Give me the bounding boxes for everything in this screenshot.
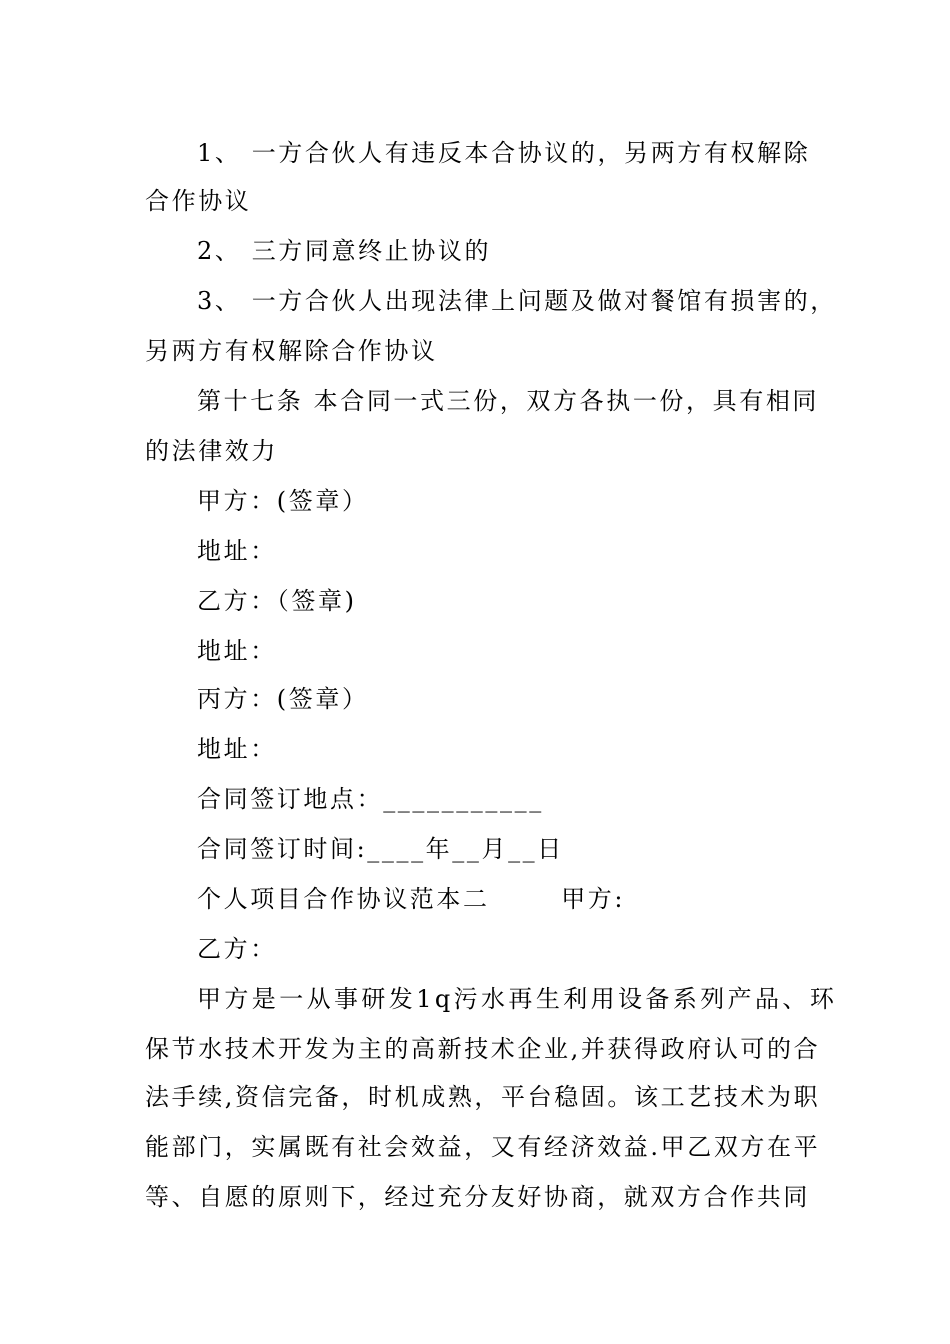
text-line-2: 合作协议	[145, 187, 252, 215]
text-line-22: 等、自愿的原则下，经过充分友好协商，就双方合作共同	[145, 1183, 810, 1211]
text-line-16: 个人项目合作协议范本二 甲方:	[197, 885, 626, 913]
text-line-18: 甲方是一从事研发1q污水再生利用设备系列产品、环	[197, 985, 838, 1013]
text-line-4: 3、 一方合伙人出现法律上问题及做对餐馆有损害的，	[197, 287, 837, 315]
text-line-11: 地址：	[197, 637, 277, 665]
text-line-9: 地址：	[197, 537, 277, 565]
text-line-13: 地址：	[197, 735, 277, 763]
text-line-3: 2、 三方同意终止协议的	[197, 237, 492, 265]
text-line-20: 法手续,资信完备，时机成熟，平台稳固。该工艺技术为职	[145, 1083, 821, 1111]
text-line-15: 合同签订时间:____年__月__日	[197, 835, 564, 863]
text-line-7: 的法律效力	[145, 437, 278, 465]
text-line-1: 1、 一方合伙人有违反本合协议的，另两方有权解除	[197, 139, 811, 167]
text-line-6: 第十七条 本合同一式三份，双方各执一份，具有相同	[197, 387, 820, 415]
text-line-8: 甲方：(签章）	[197, 487, 369, 515]
text-line-12: 丙方：(签章）	[197, 685, 369, 713]
text-line-17: 乙方：	[197, 935, 277, 963]
text-line-5: 另两方有权解除合作协议	[145, 337, 438, 365]
text-line-21: 能部门，实属既有社会效益，又有经济效益.甲乙双方在平	[145, 1133, 821, 1161]
text-line-10: 乙方：（签章)	[197, 587, 357, 615]
text-line-14: 合同签订地点：___________	[197, 785, 544, 813]
text-line-19: 保节水技术开发为主的高新技术企业,并获得政府认可的合	[145, 1035, 821, 1063]
